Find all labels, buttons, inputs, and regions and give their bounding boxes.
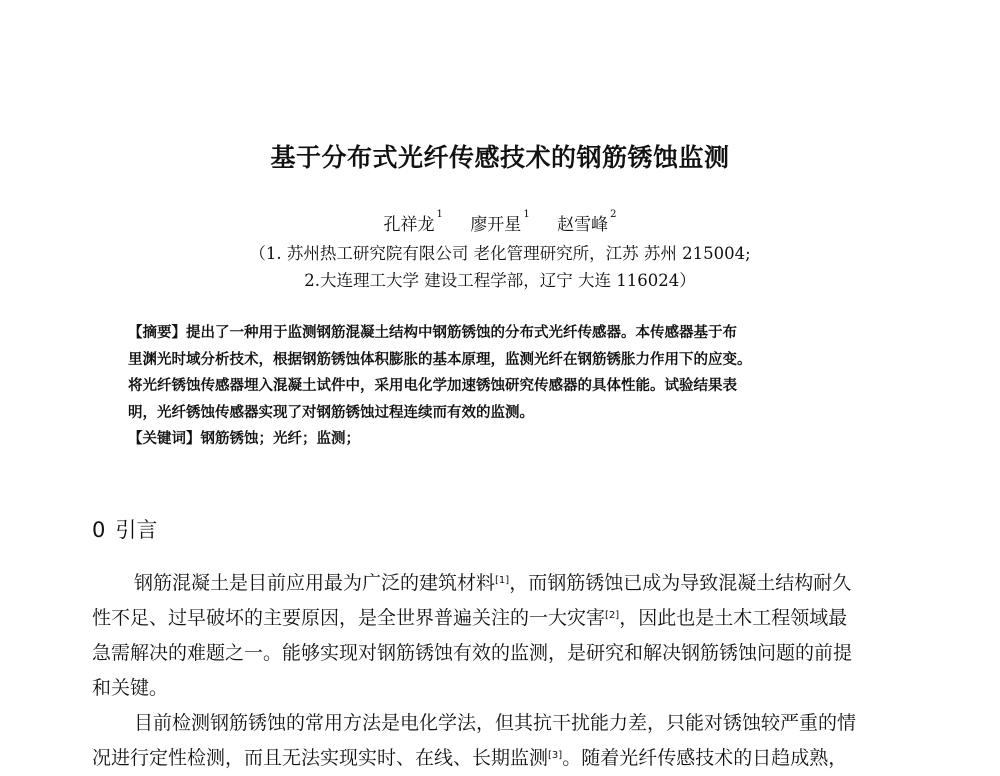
- section-number: 0: [92, 518, 106, 542]
- abstract-block: [128, 320, 874, 453]
- author: [470, 210, 529, 235]
- citation-ref: [3]: [548, 750, 563, 761]
- abstract-line: 里渊光时域分析技术，根据钢筋锈蚀体积膨胀的基本原理，监测光纤在钢筋锈胀力作用下的应变。: [128, 350, 752, 368]
- affiliation-line: 2.大连理工大学 建设工程学部，辽宁 大连 116024）: [304, 271, 696, 290]
- body-line: [92, 741, 912, 776]
- keywords-text: 钢筋锈蚀；光纤；监测；: [200, 430, 360, 447]
- author-name: 孔祥龙: [383, 215, 435, 235]
- author: [557, 210, 616, 235]
- body-line: 和关键。: [92, 677, 169, 699]
- author-list: [0, 210, 1000, 235]
- body-line: [92, 566, 912, 601]
- paper-title: 基于分布式光纤传感技术的钢筋锈蚀监测: [270, 143, 730, 172]
- author-name: 廖开星: [470, 215, 522, 235]
- body-text: [92, 566, 912, 776]
- abstract-label: 【摘要】: [128, 324, 186, 341]
- author-name: 赵雪峰: [557, 215, 609, 235]
- abstract-line: 将光纤锈蚀传感器埋入混凝土试件中，采用电化学加速锈蚀研究传感器的具体性能。试验结果表: [128, 377, 737, 394]
- body-line: [92, 601, 912, 636]
- keywords-line: [128, 426, 874, 453]
- author-affiliation-mark: 1: [523, 209, 530, 220]
- author-affiliation-mark: 2: [610, 209, 617, 220]
- citation-ref: [2]: [605, 610, 620, 621]
- abstract-line: 明，光纤锈蚀传感器实现了对钢筋锈蚀过程连续而有效的监测。: [128, 403, 534, 421]
- section-title: 引言: [115, 518, 158, 542]
- body-line: 目前检测钢筋锈蚀的常用方法是电化学法，但其抗干扰能力差，只能对锈蚀较严重的情: [134, 712, 857, 734]
- body-text-fragment: 。随着光纤传感技术的日趋成熟，: [562, 747, 848, 769]
- author: [384, 210, 443, 235]
- body-text-fragment: ，而钢筋锈蚀已成为导致混凝土结构耐久: [509, 572, 852, 594]
- author-affiliation-mark: 1: [436, 209, 443, 220]
- keywords-label: 【关键词】: [128, 430, 201, 447]
- body-text-fragment: ，因此也是土木工程领域最: [619, 607, 848, 629]
- body-text-fragment: 钢筋混凝土是目前应用最为广泛的建筑材料: [134, 572, 496, 594]
- affiliation-line: （1. 苏州热工研究院有限公司 老化管理研究所，江苏 苏州 215004;: [249, 244, 751, 263]
- body-line: 急需解决的难题之一。能够实现对钢筋锈蚀有效的监测，是研究和解决钢筋锈蚀问题的前提: [92, 642, 853, 664]
- abstract-line: [128, 320, 874, 347]
- section-heading: [92, 514, 157, 544]
- body-text-fragment: 性不足、过早破坏的主要原因，是全世界普遍关注的一大灾害: [92, 607, 606, 629]
- abstract-text: 提出了一种用于监测钢筋混凝土结构中钢筋锈蚀的分布式光纤传感器。本传感器基于布: [186, 324, 737, 341]
- citation-ref: [1]: [495, 575, 510, 586]
- body-text-fragment: 况进行定性检测，而且无法实现实时、在线、长期监测: [92, 747, 549, 769]
